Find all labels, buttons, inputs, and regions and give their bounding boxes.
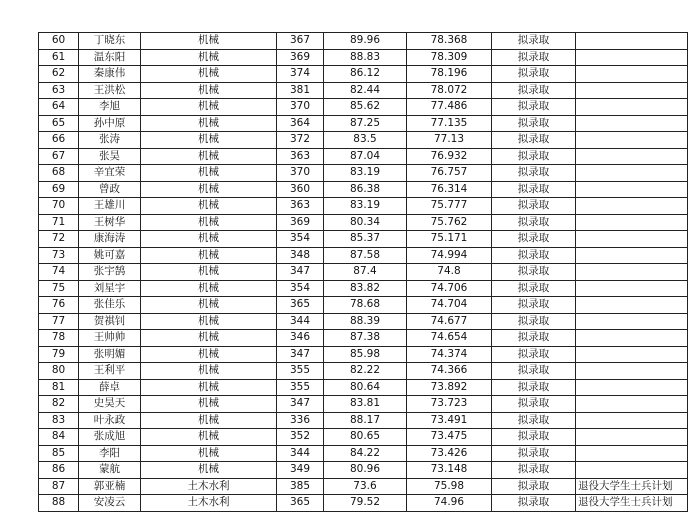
result-cell: 拟录取 [492, 214, 576, 231]
major-cell: 机械 [141, 330, 277, 347]
total-score-cell: 78.196 [407, 66, 492, 83]
major-cell: 机械 [141, 82, 277, 99]
name-cell: 辛宜荣 [79, 165, 141, 182]
note-cell [576, 412, 688, 429]
major-cell: 机械 [141, 429, 277, 446]
total-score-cell: 74.706 [407, 280, 492, 297]
result-cell: 拟录取 [492, 445, 576, 462]
total-score-cell: 78.072 [407, 82, 492, 99]
initial-score-cell: 346 [277, 330, 324, 347]
total-score-cell: 78.368 [407, 33, 492, 50]
name-cell: 王树华 [79, 214, 141, 231]
initial-score-cell: 365 [277, 495, 324, 512]
name-cell: 姚可嘉 [79, 247, 141, 264]
major-cell: 机械 [141, 346, 277, 363]
rank-cell: 77 [39, 313, 79, 330]
retest-score-cell: 86.38 [324, 181, 407, 198]
rank-cell: 87 [39, 478, 79, 495]
note-cell [576, 280, 688, 297]
note-cell [576, 346, 688, 363]
name-cell: 张成旭 [79, 429, 141, 446]
name-cell: 王雄川 [79, 198, 141, 215]
major-cell: 机械 [141, 181, 277, 198]
table-row [39, 379, 688, 396]
result-cell: 拟录取 [492, 132, 576, 149]
total-score-cell: 73.426 [407, 445, 492, 462]
table-row [39, 165, 688, 182]
table-row [39, 132, 688, 149]
table-row [39, 231, 688, 248]
initial-score-cell: 348 [277, 247, 324, 264]
initial-score-cell: 344 [277, 445, 324, 462]
rank-cell: 76 [39, 297, 79, 314]
note-cell [576, 49, 688, 66]
result-cell: 拟录取 [492, 66, 576, 83]
name-cell: 张宇鹄 [79, 264, 141, 281]
rank-cell: 79 [39, 346, 79, 363]
rank-cell: 72 [39, 231, 79, 248]
rank-cell: 74 [39, 264, 79, 281]
initial-score-cell: 360 [277, 181, 324, 198]
total-score-cell: 74.374 [407, 346, 492, 363]
total-score-cell: 73.475 [407, 429, 492, 446]
rank-cell: 60 [39, 33, 79, 50]
initial-score-cell: 365 [277, 297, 324, 314]
major-cell: 机械 [141, 33, 277, 50]
rank-cell: 62 [39, 66, 79, 83]
table-row [39, 198, 688, 215]
name-cell: 孙中原 [79, 115, 141, 132]
retest-score-cell: 87.25 [324, 115, 407, 132]
retest-score-cell: 86.12 [324, 66, 407, 83]
retest-score-cell: 82.22 [324, 363, 407, 380]
retest-score-cell: 83.19 [324, 198, 407, 215]
result-cell: 拟录取 [492, 33, 576, 50]
total-score-cell: 74.677 [407, 313, 492, 330]
table-row [39, 330, 688, 347]
major-cell: 机械 [141, 165, 277, 182]
total-score-cell: 76.757 [407, 165, 492, 182]
result-cell: 拟录取 [492, 181, 576, 198]
table-row [39, 66, 688, 83]
initial-score-cell: 344 [277, 313, 324, 330]
major-cell: 机械 [141, 379, 277, 396]
note-cell [576, 445, 688, 462]
note-cell: 退役大学生士兵计划 [576, 495, 688, 512]
major-cell: 机械 [141, 396, 277, 413]
result-cell: 拟录取 [492, 330, 576, 347]
name-cell: 温东阳 [79, 49, 141, 66]
initial-score-cell: 363 [277, 198, 324, 215]
total-score-cell: 77.13 [407, 132, 492, 149]
retest-score-cell: 88.39 [324, 313, 407, 330]
total-score-cell: 75.762 [407, 214, 492, 231]
retest-score-cell: 84.22 [324, 445, 407, 462]
name-cell: 李阳 [79, 445, 141, 462]
retest-score-cell: 80.64 [324, 379, 407, 396]
major-cell: 土木水利 [141, 495, 277, 512]
name-cell: 张佳乐 [79, 297, 141, 314]
admission-table [38, 32, 688, 512]
name-cell: 薛卓 [79, 379, 141, 396]
note-cell [576, 181, 688, 198]
retest-score-cell: 80.34 [324, 214, 407, 231]
table-row [39, 478, 688, 495]
rank-cell: 68 [39, 165, 79, 182]
note-cell: 退役大学生士兵计划 [576, 478, 688, 495]
name-cell: 曾政 [79, 181, 141, 198]
result-cell: 拟录取 [492, 247, 576, 264]
major-cell: 机械 [141, 297, 277, 314]
total-score-cell: 78.309 [407, 49, 492, 66]
retest-score-cell: 80.96 [324, 462, 407, 479]
result-cell: 拟录取 [492, 280, 576, 297]
initial-score-cell: 374 [277, 66, 324, 83]
table-row [39, 313, 688, 330]
retest-score-cell: 83.81 [324, 396, 407, 413]
result-cell: 拟录取 [492, 396, 576, 413]
retest-score-cell: 82.44 [324, 82, 407, 99]
note-cell [576, 264, 688, 281]
name-cell: 张涛 [79, 132, 141, 149]
initial-score-cell: 385 [277, 478, 324, 495]
initial-score-cell: 336 [277, 412, 324, 429]
table-row [39, 445, 688, 462]
rank-cell: 61 [39, 49, 79, 66]
retest-score-cell: 85.98 [324, 346, 407, 363]
total-score-cell: 74.8 [407, 264, 492, 281]
result-cell: 拟录取 [492, 148, 576, 165]
major-cell: 机械 [141, 363, 277, 380]
name-cell: 叶永政 [79, 412, 141, 429]
total-score-cell: 77.135 [407, 115, 492, 132]
major-cell: 机械 [141, 198, 277, 215]
retest-score-cell: 85.37 [324, 231, 407, 248]
total-score-cell: 76.932 [407, 148, 492, 165]
total-score-cell: 73.148 [407, 462, 492, 479]
result-cell: 拟录取 [492, 49, 576, 66]
retest-score-cell: 78.68 [324, 297, 407, 314]
initial-score-cell: 347 [277, 346, 324, 363]
rank-cell: 83 [39, 412, 79, 429]
major-cell: 机械 [141, 264, 277, 281]
total-score-cell: 75.98 [407, 478, 492, 495]
major-cell: 机械 [141, 280, 277, 297]
name-cell: 王洪松 [79, 82, 141, 99]
result-cell: 拟录取 [492, 429, 576, 446]
note-cell [576, 363, 688, 380]
retest-score-cell: 89.96 [324, 33, 407, 50]
table-row [39, 181, 688, 198]
rank-cell: 70 [39, 198, 79, 215]
initial-score-cell: 364 [277, 115, 324, 132]
major-cell: 机械 [141, 148, 277, 165]
table-row [39, 412, 688, 429]
table-row [39, 462, 688, 479]
initial-score-cell: 352 [277, 429, 324, 446]
note-cell [576, 313, 688, 330]
name-cell: 贺祺钊 [79, 313, 141, 330]
rank-cell: 81 [39, 379, 79, 396]
initial-score-cell: 354 [277, 280, 324, 297]
total-score-cell: 73.892 [407, 379, 492, 396]
rank-cell: 84 [39, 429, 79, 446]
table-row [39, 429, 688, 446]
rank-cell: 67 [39, 148, 79, 165]
major-cell: 机械 [141, 247, 277, 264]
name-cell: 康海涛 [79, 231, 141, 248]
table-row [39, 346, 688, 363]
total-score-cell: 75.777 [407, 198, 492, 215]
initial-score-cell: 363 [277, 148, 324, 165]
table-row [39, 495, 688, 512]
retest-score-cell: 79.52 [324, 495, 407, 512]
major-cell: 机械 [141, 462, 277, 479]
table-row [39, 297, 688, 314]
note-cell [576, 462, 688, 479]
rank-cell: 65 [39, 115, 79, 132]
initial-score-cell: 347 [277, 396, 324, 413]
result-cell: 拟录取 [492, 379, 576, 396]
result-cell: 拟录取 [492, 115, 576, 132]
major-cell: 机械 [141, 115, 277, 132]
table-row [39, 49, 688, 66]
total-score-cell: 74.96 [407, 495, 492, 512]
total-score-cell: 74.704 [407, 297, 492, 314]
result-cell: 拟录取 [492, 478, 576, 495]
result-cell: 拟录取 [492, 495, 576, 512]
rank-cell: 63 [39, 82, 79, 99]
retest-score-cell: 83.19 [324, 165, 407, 182]
name-cell: 王利平 [79, 363, 141, 380]
rank-cell: 71 [39, 214, 79, 231]
rank-cell: 80 [39, 363, 79, 380]
retest-score-cell: 83.82 [324, 280, 407, 297]
note-cell [576, 165, 688, 182]
table-row [39, 264, 688, 281]
note-cell [576, 214, 688, 231]
note-cell [576, 115, 688, 132]
result-cell: 拟录取 [492, 462, 576, 479]
name-cell: 张昊 [79, 148, 141, 165]
result-cell: 拟录取 [492, 363, 576, 380]
rank-cell: 86 [39, 462, 79, 479]
result-cell: 拟录取 [492, 313, 576, 330]
initial-score-cell: 354 [277, 231, 324, 248]
note-cell [576, 330, 688, 347]
initial-score-cell: 369 [277, 214, 324, 231]
major-cell: 机械 [141, 99, 277, 116]
note-cell [576, 247, 688, 264]
name-cell: 张明媚 [79, 346, 141, 363]
note-cell [576, 148, 688, 165]
retest-score-cell: 87.38 [324, 330, 407, 347]
result-cell: 拟录取 [492, 231, 576, 248]
name-cell: 刘星宇 [79, 280, 141, 297]
total-score-cell: 75.171 [407, 231, 492, 248]
rank-cell: 75 [39, 280, 79, 297]
rank-cell: 85 [39, 445, 79, 462]
name-cell: 丁晓东 [79, 33, 141, 50]
note-cell [576, 379, 688, 396]
result-cell: 拟录取 [492, 198, 576, 215]
result-cell: 拟录取 [492, 99, 576, 116]
total-score-cell: 74.654 [407, 330, 492, 347]
major-cell: 机械 [141, 214, 277, 231]
rank-cell: 78 [39, 330, 79, 347]
initial-score-cell: 372 [277, 132, 324, 149]
note-cell [576, 99, 688, 116]
total-score-cell: 77.486 [407, 99, 492, 116]
retest-score-cell: 73.6 [324, 478, 407, 495]
result-cell: 拟录取 [492, 412, 576, 429]
note-cell [576, 429, 688, 446]
retest-score-cell: 87.4 [324, 264, 407, 281]
initial-score-cell: 369 [277, 49, 324, 66]
note-cell [576, 132, 688, 149]
note-cell [576, 396, 688, 413]
table-row [39, 82, 688, 99]
major-cell: 机械 [141, 412, 277, 429]
note-cell [576, 33, 688, 50]
rank-cell: 82 [39, 396, 79, 413]
retest-score-cell: 87.04 [324, 148, 407, 165]
note-cell [576, 66, 688, 83]
initial-score-cell: 355 [277, 363, 324, 380]
major-cell: 机械 [141, 66, 277, 83]
retest-score-cell: 80.65 [324, 429, 407, 446]
retest-score-cell: 87.58 [324, 247, 407, 264]
note-cell [576, 297, 688, 314]
total-score-cell: 74.994 [407, 247, 492, 264]
result-cell: 拟录取 [492, 82, 576, 99]
name-cell: 王帅帅 [79, 330, 141, 347]
retest-score-cell: 83.5 [324, 132, 407, 149]
name-cell: 秦康伟 [79, 66, 141, 83]
total-score-cell: 74.366 [407, 363, 492, 380]
rank-cell: 64 [39, 99, 79, 116]
note-cell [576, 231, 688, 248]
total-score-cell: 73.491 [407, 412, 492, 429]
total-score-cell: 73.723 [407, 396, 492, 413]
major-cell: 土木水利 [141, 478, 277, 495]
initial-score-cell: 367 [277, 33, 324, 50]
rank-cell: 73 [39, 247, 79, 264]
rank-cell: 66 [39, 132, 79, 149]
initial-score-cell: 349 [277, 462, 324, 479]
major-cell: 机械 [141, 49, 277, 66]
major-cell: 机械 [141, 132, 277, 149]
initial-score-cell: 370 [277, 165, 324, 182]
initial-score-cell: 355 [277, 379, 324, 396]
total-score-cell: 76.314 [407, 181, 492, 198]
initial-score-cell: 370 [277, 99, 324, 116]
result-cell: 拟录取 [492, 165, 576, 182]
major-cell: 机械 [141, 313, 277, 330]
retest-score-cell: 85.62 [324, 99, 407, 116]
note-cell [576, 82, 688, 99]
major-cell: 机械 [141, 445, 277, 462]
initial-score-cell: 347 [277, 264, 324, 281]
table-row [39, 214, 688, 231]
name-cell: 安凌云 [79, 495, 141, 512]
rank-cell: 88 [39, 495, 79, 512]
name-cell: 李旭 [79, 99, 141, 116]
major-cell: 机械 [141, 231, 277, 248]
result-cell: 拟录取 [492, 346, 576, 363]
initial-score-cell: 381 [277, 82, 324, 99]
retest-score-cell: 88.17 [324, 412, 407, 429]
table-row [39, 148, 688, 165]
table-row [39, 33, 688, 50]
retest-score-cell: 88.83 [324, 49, 407, 66]
table-row [39, 99, 688, 116]
result-cell: 拟录取 [492, 264, 576, 281]
table-row [39, 280, 688, 297]
table-row [39, 396, 688, 413]
name-cell: 史昊天 [79, 396, 141, 413]
rank-cell: 69 [39, 181, 79, 198]
note-cell [576, 198, 688, 215]
name-cell: 郭亚楠 [79, 478, 141, 495]
table-row [39, 115, 688, 132]
table-row [39, 247, 688, 264]
table-row [39, 363, 688, 380]
name-cell: 蒙航 [79, 462, 141, 479]
result-cell: 拟录取 [492, 297, 576, 314]
